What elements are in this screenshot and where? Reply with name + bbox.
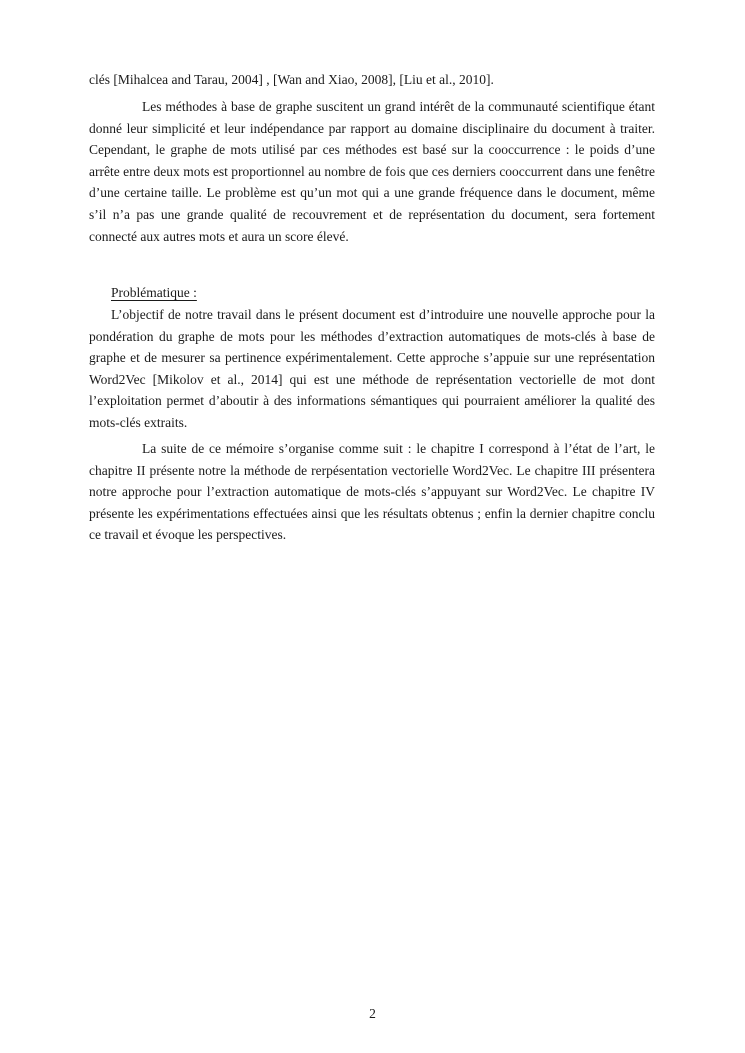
page-number: 2 bbox=[369, 1006, 376, 1021]
problematique-heading bbox=[111, 282, 197, 304]
problematique-heading-text: Problématique : bbox=[111, 285, 197, 300]
paragraph-problematique: L’objectif de notre travail dans le présent document est d’introduire une nouvelle approche pour la pondération du graphe de mots pour les méthodes d’extraction automatiques de mots-clés à base de graphe et de mesurer sa pertinence expérimentalement. Cette approche s’appuie sur une représentation Word2Vec [Mikolov et al., 2014] qui est une méthode de représentation vectorielle de mot dont l’exploitation permet d’aboutir à des informations sémantiques qui pourraient améliorer la qualité des mots-clés extraits. bbox=[89, 307, 655, 430]
paragraph-graph-methods: Les méthodes à base de graphe suscitent un grand intérêt de la communauté scientifique étant donné leur simplicité et leur indépendance par rapport au domaine disciplinaire du document à traiter. Cependant, le graphe de mots utilisé par ces méthodes est basé sur la cooccurrence : le poids d’une arrête entre deux mots est proportionnel au nombre de fois que ces derniers cooccurrent dans une fenêtre d’une certaine taille. Le problème est qu’un mot qui a une grande fréquence dans le document, même s’il n’a pas une grande qualité de recouvrement et de représentation du document, sera fortement connecté aux autres mots et aura un score élevé. bbox=[89, 99, 655, 244]
paragraph-continuation: clés [Mihalcea and Tarau, 2004] , [Wan and Xiao, 2008], [Liu et al., 2010]. bbox=[89, 72, 494, 87]
paragraph-organisation: La suite de ce mémoire s’organise comme suit : le chapitre I correspond à l’état de l’art, le chapitre II présente notre la méthode de rerpésentation vectorielle Word2Vec. Le chapitre III présentera notre approche pour l’extraction automatique de mots-clés s’appuyant sur Word2Vec. Le chapitre IV présente les expérimentations effectuées ainsi que les résultats obtenus ; enfin la dernier chapitre conclu ce travail et évoque les perspectives. bbox=[89, 441, 655, 543]
